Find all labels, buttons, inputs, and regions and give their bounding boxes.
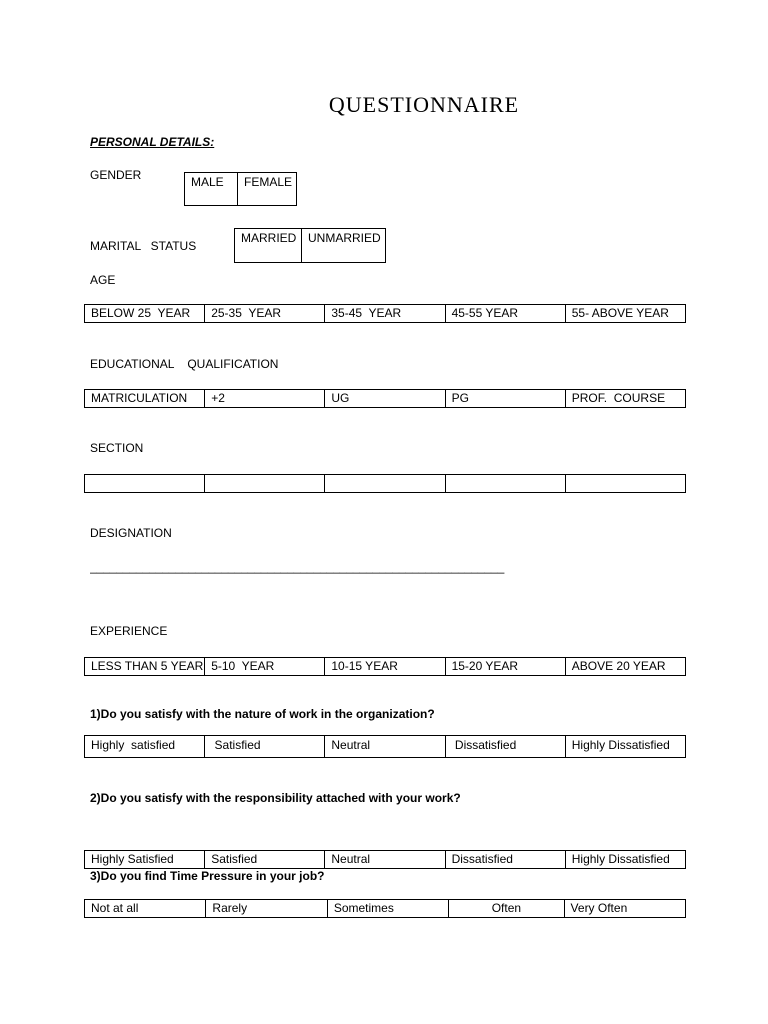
q1-option[interactable]: Satisfied <box>205 736 325 758</box>
section-fields <box>84 474 686 493</box>
section-field[interactable] <box>445 475 565 493</box>
page-title: QUESTIONNAIRE <box>328 92 520 117</box>
q3-option[interactable]: Sometimes <box>327 900 448 918</box>
gender-options <box>184 172 297 206</box>
q1-option[interactable]: Highly Dissatisfied <box>565 736 685 758</box>
question-3-options <box>84 899 686 918</box>
q2-option[interactable]: Highly Satisfied <box>85 851 205 869</box>
experience-option[interactable]: 15-20 YEAR <box>445 658 565 676</box>
age-option[interactable]: 25-35 YEAR <box>205 305 325 323</box>
age-option[interactable]: BELOW 25 YEAR <box>85 305 205 323</box>
marital-options <box>234 228 386 263</box>
age-options <box>84 304 686 323</box>
age-option[interactable]: 45-55 YEAR <box>445 305 565 323</box>
personal-details-heading: PERSONAL DETAILS: <box>90 135 215 149</box>
experience-option[interactable]: 5-10 YEAR <box>205 658 325 676</box>
marital-unmarried-cell[interactable]: UNMARRIED <box>302 229 386 263</box>
question-1: 1)Do you satisfy with the nature of work in the organization? <box>90 707 435 721</box>
age-label: AGE <box>90 273 116 287</box>
q2-option[interactable]: Highly Dissatisfied <box>565 851 685 869</box>
experience-option[interactable]: ABOVE 20 YEAR <box>565 658 685 676</box>
gender-male-cell[interactable]: MALE <box>185 173 238 206</box>
question-3: 3)Do you find Time Pressure in your job? <box>90 869 325 883</box>
gender-label: GENDER <box>90 168 142 182</box>
marital-status-label: MARITAL STATUS <box>90 239 197 253</box>
q1-option[interactable]: Highly satisfied <box>85 736 205 758</box>
q3-option[interactable]: Rarely <box>206 900 327 918</box>
q2-option[interactable]: Dissatisfied <box>445 851 565 869</box>
designation-line[interactable]: _______________________________________________________________ <box>90 560 505 574</box>
experience-option[interactable]: LESS THAN 5 YEAR <box>85 658 205 676</box>
experience-option[interactable]: 10-15 YEAR <box>325 658 445 676</box>
education-option[interactable]: UG <box>325 390 445 408</box>
gender-female-cell[interactable]: FEMALE <box>238 173 297 206</box>
q3-option[interactable]: Often <box>449 900 564 918</box>
marital-married-cell[interactable]: MARRIED <box>235 229 302 263</box>
question-2-options <box>84 850 686 869</box>
experience-options <box>84 657 686 676</box>
education-option[interactable]: +2 <box>205 390 325 408</box>
section-field[interactable] <box>205 475 325 493</box>
education-option[interactable]: PG <box>445 390 565 408</box>
education-label: EDUCATIONAL QUALIFICATION <box>90 357 279 371</box>
education-option[interactable]: MATRICULATION <box>85 390 205 408</box>
q1-option[interactable]: Neutral <box>325 736 445 758</box>
q3-option[interactable]: Very Often <box>564 900 685 918</box>
q2-option[interactable]: Satisfied <box>205 851 325 869</box>
q1-option[interactable]: Dissatisfied <box>445 736 565 758</box>
q3-option[interactable]: Not at all <box>85 900 206 918</box>
section-label: SECTION <box>90 441 144 455</box>
section-field[interactable] <box>325 475 445 493</box>
education-option[interactable]: PROF. COURSE <box>565 390 685 408</box>
designation-label: DESIGNATION <box>90 526 172 540</box>
age-option[interactable]: 35-45 YEAR <box>325 305 445 323</box>
section-field[interactable] <box>85 475 205 493</box>
question-2: 2)Do you satisfy with the responsibility attached with your work? <box>90 791 461 805</box>
education-options <box>84 389 686 408</box>
experience-label: EXPERIENCE <box>90 624 168 638</box>
question-1-options <box>84 735 686 758</box>
age-option[interactable]: 55- ABOVE YEAR <box>565 305 685 323</box>
section-field[interactable] <box>565 475 685 493</box>
q2-option[interactable]: Neutral <box>325 851 445 869</box>
